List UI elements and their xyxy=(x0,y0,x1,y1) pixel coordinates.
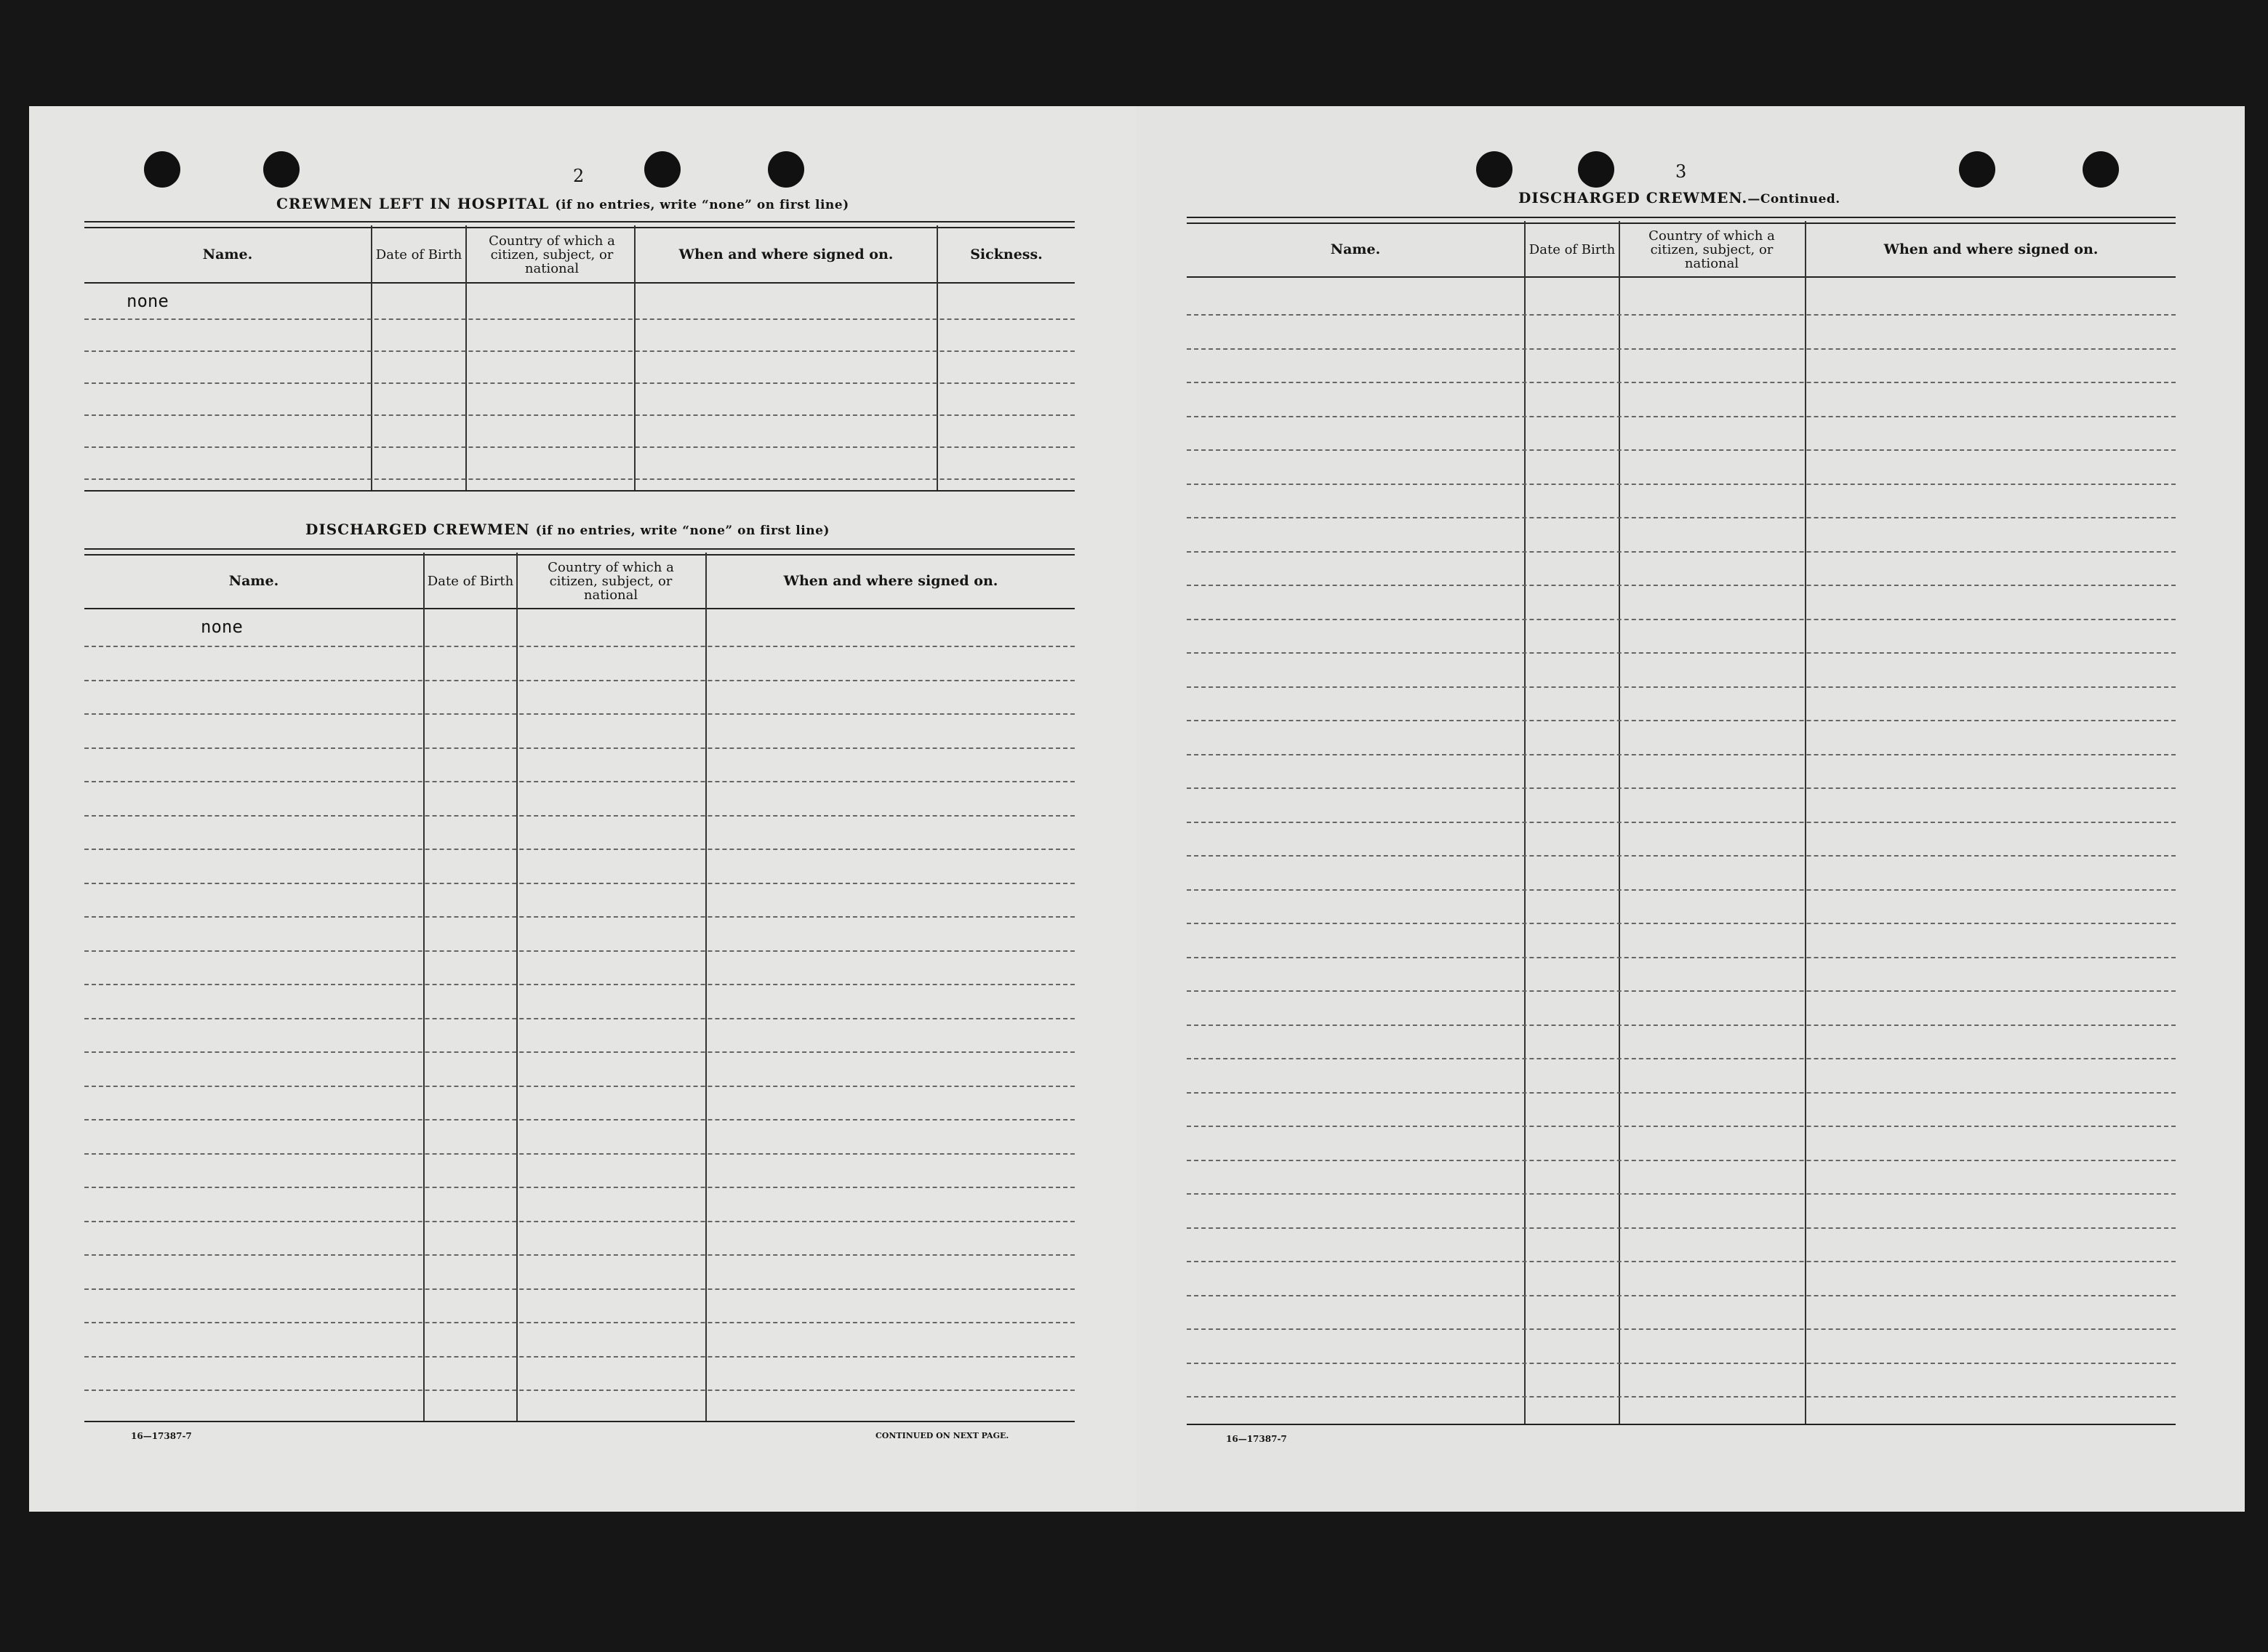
entry-line xyxy=(84,446,1075,448)
entry-line xyxy=(84,382,1075,384)
entry-line xyxy=(1187,1227,2176,1229)
discharged-table-left xyxy=(84,548,1075,1425)
entry-line xyxy=(84,1086,1075,1087)
entry-line xyxy=(1187,484,2176,485)
hospital-first-entry: none xyxy=(127,291,169,311)
table-bottom-rule xyxy=(84,490,1075,492)
discharged-section-title xyxy=(305,521,830,538)
entry-line xyxy=(1187,1126,2176,1127)
entry-line xyxy=(1187,1058,2176,1059)
entry-line xyxy=(84,883,1075,884)
column-header-name: Name. xyxy=(202,246,253,262)
entry-line xyxy=(84,747,1075,749)
page-number: 3 xyxy=(1675,161,1687,182)
entry-line xyxy=(84,1018,1075,1019)
hospital-title-note: (if no entries, write “none” on first line) xyxy=(555,198,849,212)
form-number: 16—17387-7 xyxy=(1226,1434,1287,1444)
table-bottom-rule xyxy=(84,1421,1075,1422)
punch-hole xyxy=(263,151,300,188)
hospital-title-text: CREWMEN LEFT IN HOSPITAL xyxy=(276,195,550,212)
hospital-section-title xyxy=(276,195,849,212)
entry-line xyxy=(84,1288,1075,1290)
column-header-country: Country of which a citizen, subject, or national xyxy=(548,559,674,603)
entry-line xyxy=(1187,1193,2176,1195)
column-header-signed-on: When and where signed on. xyxy=(1883,241,2099,257)
header-bottom-rule xyxy=(1187,276,2176,278)
header-bottom-rule xyxy=(84,608,1075,609)
entry-line xyxy=(1187,517,2176,518)
entry-line xyxy=(1187,686,2176,688)
column-header-signed-on: When and where signed on. xyxy=(783,573,998,589)
discharged-continued-title xyxy=(1518,189,1840,206)
entry-line xyxy=(1187,923,2176,924)
entry-line xyxy=(1187,957,2176,958)
entry-line xyxy=(1187,754,2176,755)
column-header-country: Country of which a citizen, subject, or national xyxy=(489,233,615,276)
entry-line xyxy=(84,713,1075,715)
entry-line xyxy=(1187,449,2176,451)
entry-line xyxy=(1187,585,2176,586)
column-header-name: Name. xyxy=(228,573,279,589)
entry-line xyxy=(84,318,1075,320)
entry-line xyxy=(1187,1261,2176,1262)
hospital-table xyxy=(84,221,1075,494)
entry-line xyxy=(1187,551,2176,553)
entry-line xyxy=(1187,1092,2176,1094)
entry-line xyxy=(84,1187,1075,1188)
right-page xyxy=(1136,106,2245,1512)
entry-line xyxy=(1187,1328,2176,1330)
column-header-country: Country of which a citizen, subject, or national xyxy=(1648,228,1775,271)
entry-line xyxy=(1187,416,2176,417)
entry-line xyxy=(1187,348,2176,350)
entry-line xyxy=(84,984,1075,985)
entry-line xyxy=(84,1390,1075,1391)
entry-line xyxy=(1187,652,2176,654)
punch-hole xyxy=(644,151,681,188)
entry-line xyxy=(1187,382,2176,383)
page-number: 2 xyxy=(573,166,585,186)
entry-line xyxy=(1187,889,2176,891)
column-header-sickness: Sickness. xyxy=(970,246,1043,262)
entry-line xyxy=(1187,1160,2176,1161)
entry-line xyxy=(1187,720,2176,721)
entry-line xyxy=(1187,1295,2176,1296)
entry-line xyxy=(84,1322,1075,1323)
column-header-signed-on: When and where signed on. xyxy=(678,246,894,262)
entry-line xyxy=(84,1153,1075,1155)
entry-line xyxy=(84,1356,1075,1358)
continued-title-suffix: —Continued. xyxy=(1747,192,1840,206)
entry-line xyxy=(1187,1363,2176,1364)
entry-line xyxy=(1187,787,2176,789)
punch-hole xyxy=(2083,151,2119,188)
entry-line xyxy=(1187,822,2176,823)
continued-note: CONTINUED ON NEXT PAGE. xyxy=(875,1431,1009,1440)
discharged-table-right xyxy=(1187,217,2176,1430)
punch-hole xyxy=(1959,151,1995,188)
column-header-date-of-birth: Date of Birth xyxy=(1528,241,1616,257)
left-page xyxy=(29,106,1142,1512)
punch-hole xyxy=(144,151,180,188)
punch-hole xyxy=(768,151,804,188)
entry-line xyxy=(84,849,1075,850)
entry-line xyxy=(84,1119,1075,1120)
entry-line xyxy=(84,414,1075,416)
entry-line xyxy=(84,1254,1075,1256)
continued-title-text: DISCHARGED CREWMEN. xyxy=(1518,189,1748,206)
entry-line xyxy=(1187,1025,2176,1026)
entry-line xyxy=(84,815,1075,817)
entry-line xyxy=(1187,990,2176,992)
entry-line xyxy=(1187,1396,2176,1398)
header-bottom-rule xyxy=(84,282,1075,284)
punch-hole xyxy=(1578,151,1614,188)
punch-hole xyxy=(1476,151,1512,188)
column-header-date-of-birth: Date of Birth xyxy=(375,246,462,262)
entry-line xyxy=(1187,619,2176,620)
entry-line xyxy=(84,1051,1075,1053)
discharged-first-entry: none xyxy=(201,617,243,637)
column-header-name: Name. xyxy=(1330,241,1381,257)
entry-line xyxy=(84,916,1075,918)
discharged-title-text: DISCHARGED CREWMEN xyxy=(305,521,530,538)
entry-line xyxy=(84,1221,1075,1222)
column-header-date-of-birth: Date of Birth xyxy=(427,573,514,589)
entry-line xyxy=(84,781,1075,782)
form-number: 16—17387-7 xyxy=(131,1431,192,1441)
entry-line xyxy=(84,478,1075,480)
discharged-title-note: (if no entries, write “none” on first line) xyxy=(535,524,830,538)
entry-line xyxy=(84,646,1075,647)
entry-line xyxy=(84,350,1075,352)
entry-line xyxy=(1187,855,2176,857)
entry-line xyxy=(84,680,1075,681)
entry-line xyxy=(1187,314,2176,316)
entry-line xyxy=(84,950,1075,952)
table-bottom-rule xyxy=(1187,1424,2176,1425)
